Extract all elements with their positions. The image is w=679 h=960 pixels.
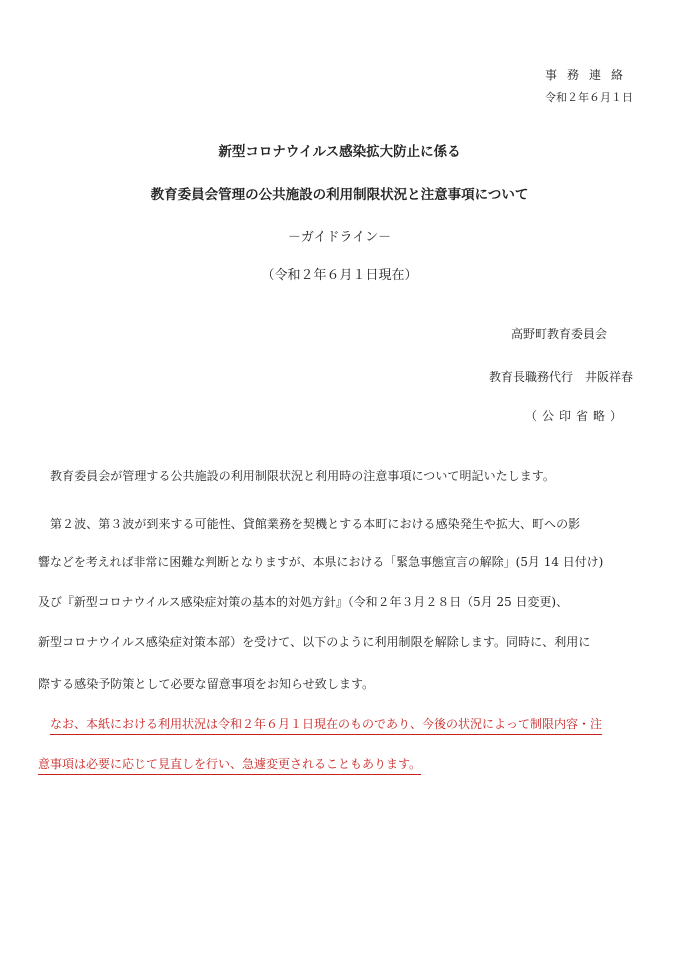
issuer-signatory: 教育長職務代行 井阪祥春 [488, 370, 633, 384]
body-line-3: 響などを考えれば非常に困難な判断となりますが、本県における「緊急事態宣言の解除」(5月 14 日付け) [38, 555, 604, 569]
body-line-5: 新型コロナウイルス感染症対策本部）を受けて、以下のように利用制限を解除します。同時に、利用に [38, 635, 591, 649]
body-line-6: 際する感染予防策として必要な留意事項をお知らせ致します。 [38, 677, 375, 691]
body-line-4: 及び『新型コロナウイルス感染症対策の基本的対処方針』（令和２年３月２８日（5月 25 日変更)、 [38, 595, 569, 609]
notice-line-2: 意事項は必要に応じて見直しを行い、急遽変更されることもあります。 [38, 755, 421, 775]
seal-omitted-note: （公印省略） [524, 409, 627, 423]
document-type-label: 事務連絡 [544, 68, 633, 82]
issuer-organization: 高野町教育委員会 [510, 327, 607, 341]
body-line-2: 第２波、第３波が到来する可能性、貸館業務を契機とする本町における感染発生や拡大、町への影 [50, 517, 581, 531]
notice-line-1: なお、本紙における利用状況は令和２年６月１日現在のものであり、今後の状況によって制限内容・注 [50, 715, 602, 735]
title-line-2: 教育委員会管理の公共施設の利用制限状況と注意事項について [150, 187, 529, 203]
body-line-1: 教育委員会が管理する公共施設の利用制限状況と利用時の注意事項について明記いたします。 [50, 469, 555, 483]
title-as-of-date: （令和２年６月１日現在） [261, 268, 418, 283]
title-subtitle: －ガイドライン－ [287, 230, 392, 245]
title-line-1: 新型コロナウイルス感染拡大防止に係る [218, 144, 461, 160]
issue-date: 令和２年６月１日 [545, 91, 633, 104]
